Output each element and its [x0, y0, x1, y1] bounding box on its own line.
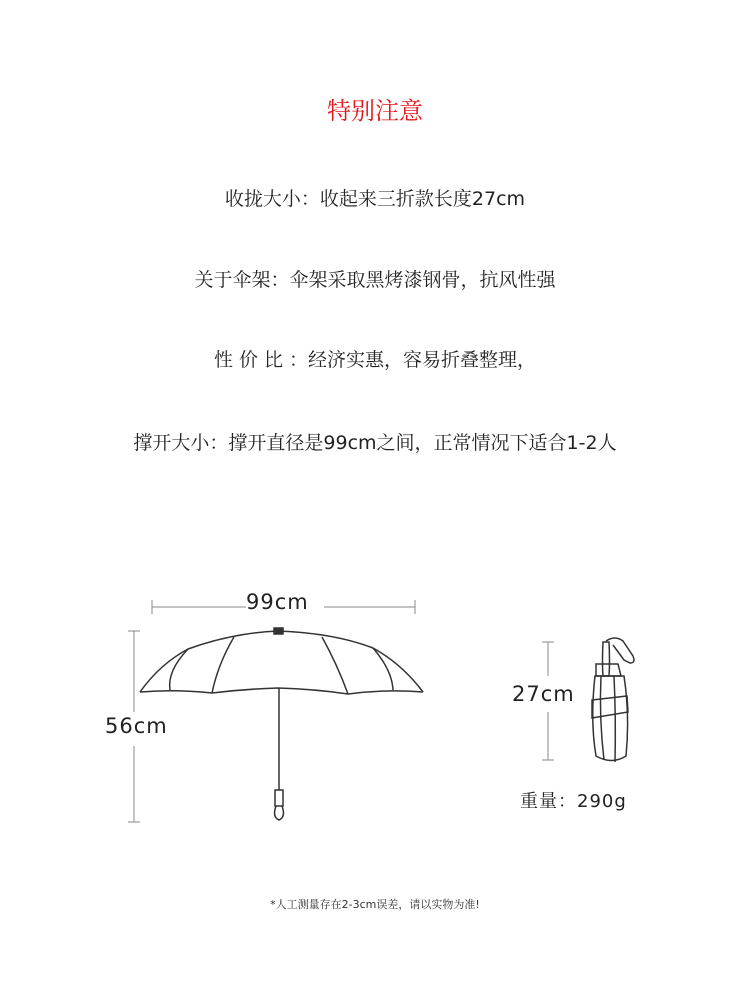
- frame-line: 关于伞架：伞架采取黑烤漆钢骨，抗风性强: [194, 269, 556, 291]
- weight-label: 重量：290g: [520, 791, 627, 812]
- open-size-line: 撑开大小：撑开直径是99cm之间，正常情况下适合1-2人: [133, 432, 617, 454]
- value-line: 性 价 比 ：经济实惠，容易折叠整理，: [213, 349, 537, 371]
- open-width-label: 99cm: [246, 590, 309, 614]
- folded-umbrella-icon: [592, 638, 634, 762]
- folded-size-line: 收拢大小：收起来三折款长度27cm: [224, 188, 526, 210]
- open-umbrella-icon: [140, 628, 423, 820]
- notice-title: 特别注意: [327, 97, 423, 125]
- open-height-label: 56cm: [105, 714, 168, 738]
- folded-length-label: 27cm: [512, 682, 575, 706]
- measurement-footnote: *人工测量存在2-3cm误差，请以实物为准!: [270, 898, 480, 911]
